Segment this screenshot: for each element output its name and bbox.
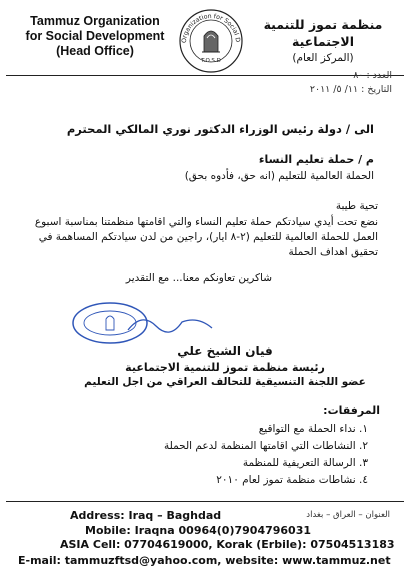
attachments-section	[140, 404, 380, 489]
signatory-committee: عضو اللجنة التنسيقية للتحالف العراقي من اجل التعليم	[84, 376, 366, 388]
attachment-item: ١. نداء الحملة مع التواقيع	[258, 423, 368, 435]
date-label: التاريخ :	[361, 84, 392, 95]
org-name-ar: منظمة تموز للتنمية الاجتماعية	[263, 17, 383, 49]
logo-ring-text: Organization for Social D	[180, 12, 242, 44]
closing-thanks: شاكرين تعاونكم معنا... مع التقدير	[125, 272, 273, 284]
attachment-item: ٢. النشاطات التي اقامتها المنظمة لدعم الحملة	[163, 440, 368, 452]
signatory-name: فيان الشيخ علي	[177, 344, 273, 358]
footer-email-website: E-mail: tammuzftsd@yahoo.com, website: www.tammuz.net	[18, 554, 391, 567]
attachment-item: ٤. نشاطات منظمة تموز لعام ٢٠١٠	[216, 474, 368, 486]
letter-date	[310, 84, 392, 95]
subject-line: م / حملة تعليم النساء	[258, 153, 374, 166]
footer-asia-cell: ASIA Cell: 07704619000, Korak (Erbile): 07504513183	[60, 538, 395, 551]
footer-mobile: Mobile: Iraqna 00964(0)7904796031	[85, 524, 312, 537]
greeting: تحية طيبة	[335, 200, 378, 212]
org-name-en-line2: for Social Development	[25, 29, 165, 43]
organization-logo	[178, 8, 244, 74]
arabic-letterhead	[248, 16, 398, 67]
subject-subtitle: الحملة العالمية للتعليم (انه حق، فأدوه بحق)	[184, 170, 374, 182]
footer-address: Address: Iraq – Baghdad	[70, 509, 222, 522]
signature-scribble	[120, 308, 230, 338]
signatory-title: رئيسة منظمة تموز للتنمية الاجتماعية	[125, 361, 325, 374]
number-label: العدد :	[366, 70, 392, 81]
attachments-heading: المرفقات:	[323, 404, 380, 417]
org-name-en-line1: Tammuz Organization	[30, 14, 160, 28]
english-letterhead	[14, 14, 176, 59]
header-divider	[6, 75, 404, 76]
head-office-label-en: (Head Office)	[56, 44, 134, 58]
addressee-line: الى / دولة رئيس الوزراء الدكتور نوري المالكي المحترم	[66, 122, 374, 136]
head-office-label-ar: (المركز العام)	[292, 52, 354, 64]
number-value: ٨٠	[353, 70, 364, 81]
letter-body: نضع تحت أيدي سيادتكم حملة تعليم النساء والتي اقامتها منظمتنا بمناسبة اسبوع العمل للحملة العالمية للتعليم (٢-٨ ايار)، راجين من لدن سيادتكم المساهمة في تحقيق اهداف الحملة	[34, 216, 378, 258]
footer-divider	[6, 501, 404, 502]
footer-address-ar: العنوان – العراق – بغداد	[306, 510, 390, 520]
attachment-item: ٣. الرسالة التعريفية للمنظمة	[242, 457, 368, 469]
logo-abbreviation: T.O.S.D	[201, 58, 221, 64]
date-value: ١١/ ٥/ ٢٠١١	[309, 84, 359, 95]
reference-number	[353, 70, 392, 81]
attachments-list	[140, 421, 380, 489]
